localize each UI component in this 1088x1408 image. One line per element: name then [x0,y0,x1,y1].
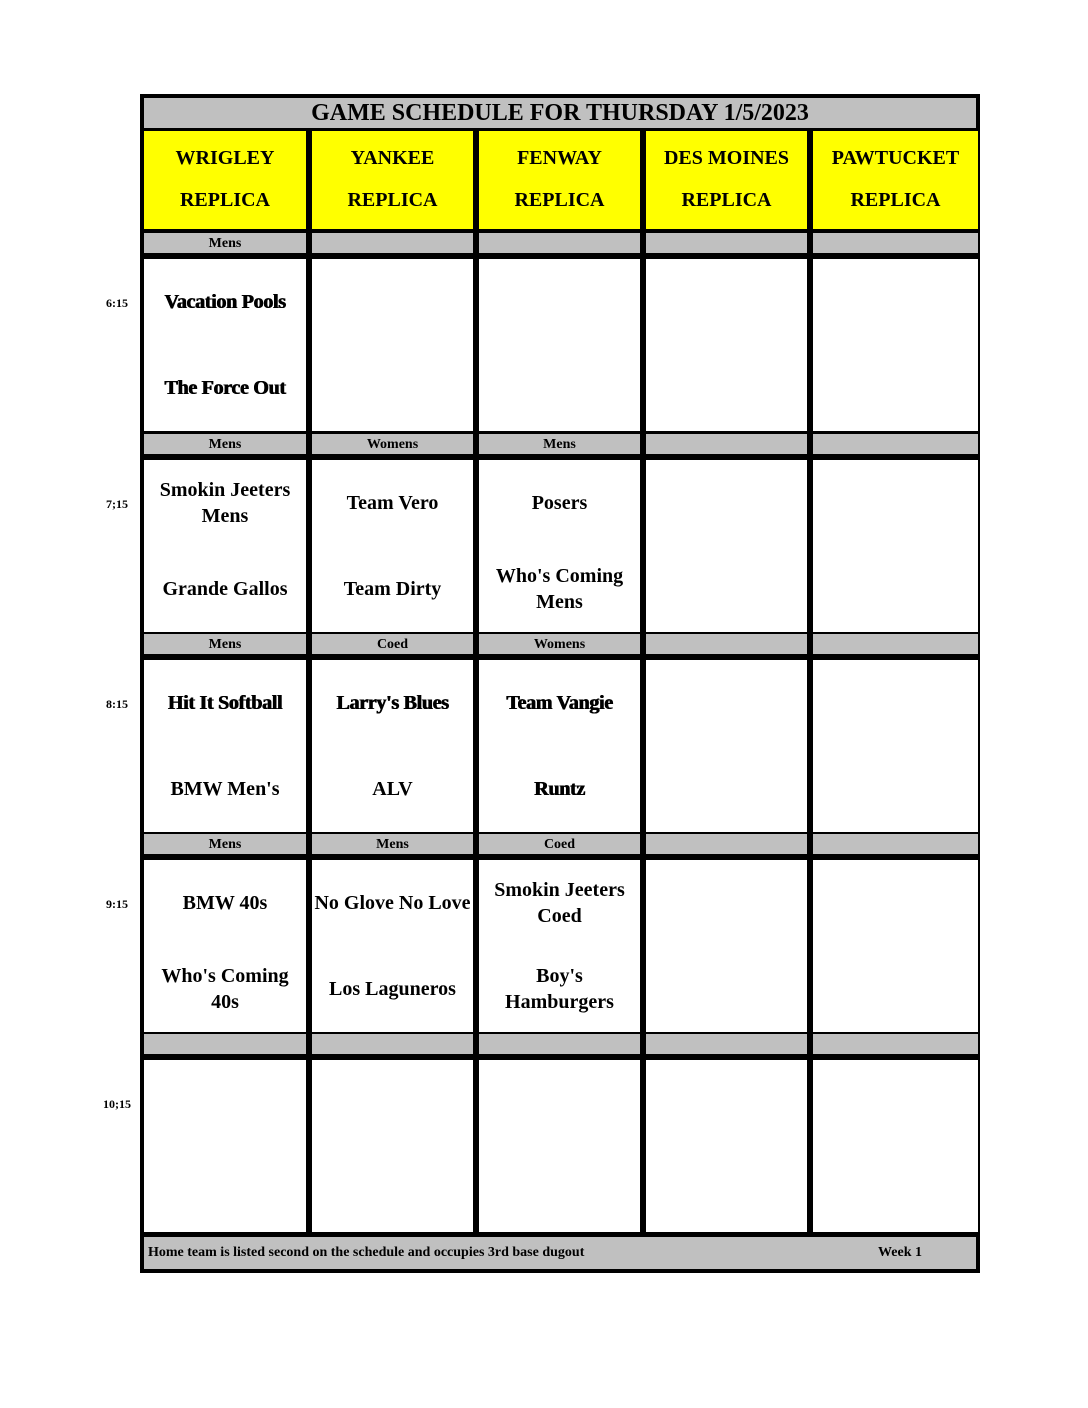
away-team: Smokin Jeeters Mens [159,479,291,527]
home-team [894,546,898,632]
game-cell [144,1060,306,1232]
field-header [144,131,306,229]
field-name: PAWTUCKET [831,146,960,169]
division-label [312,1034,473,1054]
home-team [894,746,898,832]
division-label [144,1034,306,1054]
home-team: BMW Men's [170,778,280,800]
away-team [894,660,898,746]
away-team: No Glove No Love [314,892,471,914]
home-team: Runtz [534,778,585,800]
game-cell [813,259,978,431]
away-team [894,259,898,345]
field-header [479,131,640,229]
away-team [391,259,395,345]
game-cell [813,1060,978,1232]
away-team [391,1060,395,1146]
home-team [223,1146,227,1232]
division-label [813,434,978,454]
away-team [558,1060,562,1146]
division-label: Coed [312,634,473,654]
division-label: Womens [479,634,640,654]
week-label: Week 1 [878,1245,922,1260]
division-label [646,1034,807,1054]
division-label [813,233,978,253]
away-team [894,1060,898,1146]
away-team: Team Vero [346,492,439,514]
away-team: Team Vangie [506,692,613,714]
away-team [725,460,729,546]
division-label [813,634,978,654]
time-label: 6:15 [106,296,128,310]
game-cell [479,860,640,1032]
away-team: BMW 40s [182,892,268,914]
game-cell [312,860,473,1032]
home-team [558,345,562,431]
field-header [646,131,807,229]
footer-note: Home team is listed second on the schedule and occupies 3rd base dugout [148,1245,585,1260]
field-subtitle: REPLICA [514,188,605,211]
game-cell [646,259,807,431]
home-team [725,546,729,632]
field-name: DES MOINES [663,146,790,169]
game-cell [144,460,306,632]
division-label [813,1034,978,1054]
division-label: Mens [144,634,306,654]
home-team [725,345,729,431]
division-label [312,233,473,253]
page-title: GAME SCHEDULE FOR THURSDAY 1/5/2023 [144,98,976,128]
away-team: Smokin Jeeters Coed [494,879,625,927]
home-team [725,946,729,1032]
division-label [646,834,807,854]
division-label [479,1034,640,1054]
away-team: Larry's Blues [336,692,449,714]
home-team: Who's Coming 40s [161,965,289,1013]
away-team [725,259,729,345]
away-team: Vacation Pools [164,291,286,313]
home-team: Who's Coming Mens [495,565,624,613]
field-subtitle: REPLICA [850,188,941,211]
game-cell [646,460,807,632]
game-cell [312,259,473,431]
home-team [391,1146,395,1232]
game-cell [479,1060,640,1232]
away-team [725,660,729,746]
home-team [558,1146,562,1232]
footer-bar [144,1237,976,1269]
home-team [894,1146,898,1232]
division-label [646,634,807,654]
division-label: Coed [479,834,640,854]
game-cell [312,660,473,832]
field-subtitle: REPLICA [347,188,438,211]
home-team [894,345,898,431]
away-team: Hit It Softball [167,692,283,714]
home-team [391,345,395,431]
game-cell [813,460,978,632]
home-team: Grande Gallos [162,578,288,600]
field-subtitle: REPLICA [681,188,772,211]
division-label: Mens [479,434,640,454]
game-cell [813,860,978,1032]
game-cell [646,1060,807,1232]
game-cell [144,660,306,832]
time-label: 10;15 [103,1097,131,1111]
time-label: 8:15 [106,697,128,711]
home-team: Los Laguneros [329,978,456,1000]
schedule-grid [140,94,980,1273]
home-team: Team Dirty [343,578,442,600]
division-label: Mens [312,834,473,854]
time-label: 9:15 [106,897,128,911]
away-team [725,1060,729,1146]
division-label [646,434,807,454]
game-cell [646,860,807,1032]
game-cell [479,460,640,632]
home-team: Boy's Hamburgers [505,965,614,1013]
home-team: ALV [372,778,413,800]
game-cell [312,1060,473,1232]
away-team [725,860,729,946]
home-team [725,1146,729,1232]
game-cell [312,460,473,632]
away-team [894,860,898,946]
game-cell [144,259,306,431]
game-cell [479,660,640,832]
division-label: Mens [144,434,306,454]
away-team [558,259,562,345]
game-cell [813,660,978,832]
home-team: The Force Out [164,377,286,399]
division-label [646,233,807,253]
game-cell [646,660,807,832]
division-label: Womens [312,434,473,454]
time-label: 7;15 [106,497,128,511]
away-team: Posers [531,492,588,514]
field-header [312,131,473,229]
field-name: FENWAY [517,146,602,169]
game-cell [144,860,306,1032]
field-name: WRIGLEY [175,146,275,169]
field-subtitle: REPLICA [179,188,270,211]
division-label: Mens [144,233,306,253]
game-cell [479,259,640,431]
away-team [894,460,898,546]
home-team [894,946,898,1032]
field-name: YANKEE [350,146,435,169]
division-label [479,233,640,253]
division-label [813,834,978,854]
division-label: Mens [144,834,306,854]
away-team [223,1060,227,1146]
home-team [725,746,729,832]
field-header [813,131,978,229]
